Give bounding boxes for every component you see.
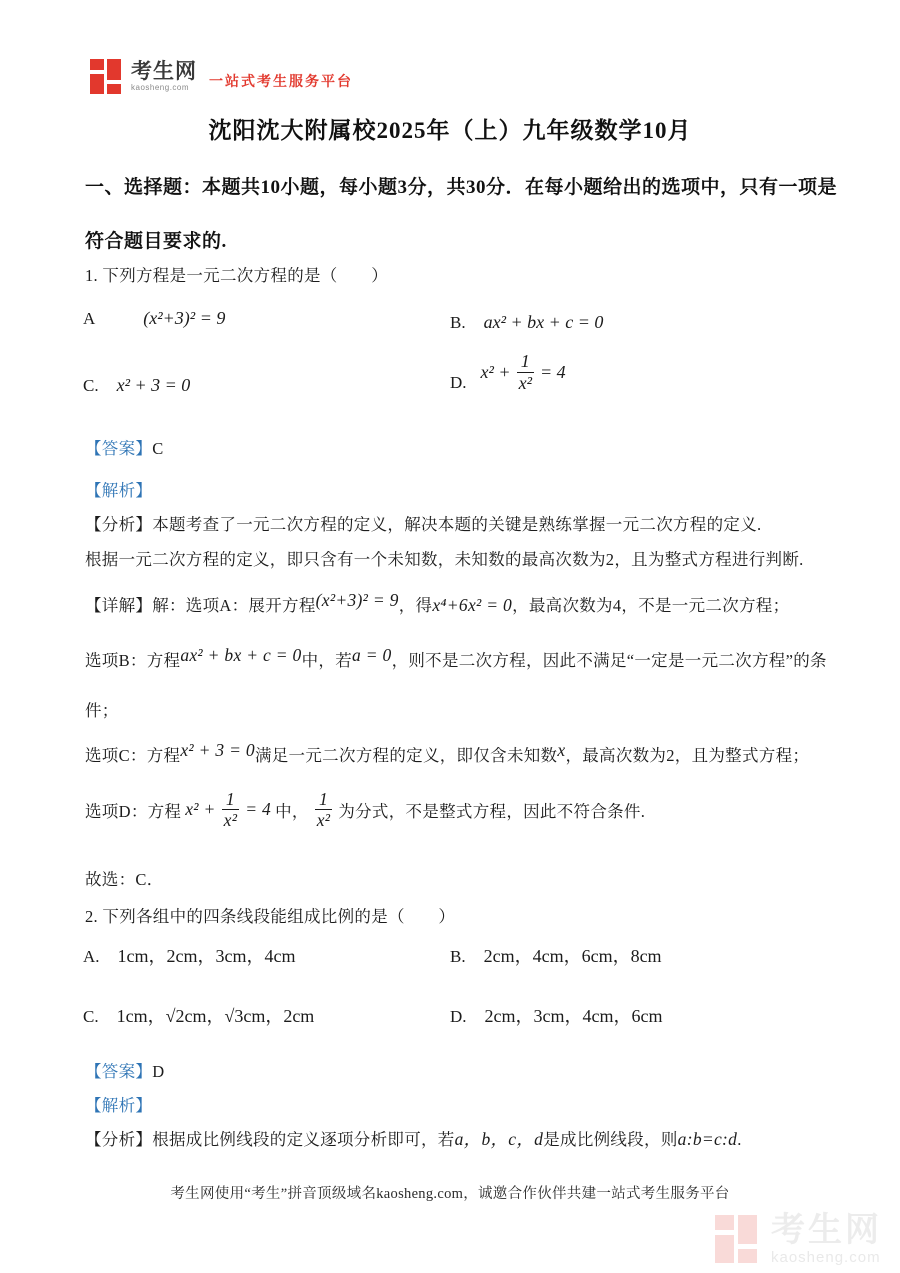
watermark-domain: kaosheng.com [771, 1249, 881, 1266]
q1-answer-value: C [152, 439, 164, 458]
header-logo [90, 58, 353, 94]
q1-option-b-formula: ax² + bx + c = 0 [483, 312, 604, 332]
q1-option-d-label: D. [450, 372, 467, 392]
fraction-denominator: x² [223, 810, 238, 831]
q1-option-d-formula-pre: x² + [480, 361, 511, 382]
q1-conclusion: 故选：C． [85, 870, 164, 889]
section-heading-line2: 符合题目要求的. [85, 231, 227, 252]
q2-option-c [83, 1002, 314, 1028]
q1-detail-a-formula2: x⁴+6x² = 0 [432, 595, 513, 615]
q1-detail-a-post: ，最高次数为4，不是一元二次方程； [512, 596, 790, 615]
q1-detail-d-f1-pre: x² + [185, 799, 216, 820]
q1-detail-a [85, 590, 789, 616]
q2-analysis-mid: 是成比例线段，则 [543, 1130, 678, 1149]
q2-option-b [450, 942, 662, 968]
q2-answer-line [85, 1058, 164, 1082]
q2-analysis-pre: 【分析】根据成比例线段的定义逐项分析即可，若 [85, 1130, 455, 1149]
q1-option-c [83, 375, 190, 396]
logo-block [715, 1215, 734, 1230]
q1-detail-a-mid: ，得 [398, 596, 433, 615]
fraction-denominator: x² [316, 810, 331, 831]
q1-option-c-formula: x² + 3 = 0 [116, 375, 191, 395]
q1-detail-d-formula1 [185, 790, 271, 830]
q1-explain-line [85, 477, 152, 501]
q2-analysis-post: . [737, 1130, 742, 1149]
section-heading-line1: 一、选择题：本题共10小题，每小题3分，共30分．在每小题给出的选项中，只有一项是 [85, 177, 838, 198]
q1-detail-d-post: 为分式，不是整式方程，因此不符合条件. [338, 801, 646, 821]
logo-text [131, 61, 197, 92]
q1-detail-b-formula2: a = 0 [352, 645, 392, 665]
q1-analysis-line2: 根据一元二次方程的定义，即只含有一个未知数，未知数的最高次数为2，且为整式方程进行判断. [85, 550, 804, 569]
q1-detail-d [85, 790, 645, 830]
brand-domain: kaosheng.com [131, 82, 190, 92]
q1-detail-c-var: x [557, 740, 566, 760]
q1-option-b-label: B. [450, 313, 466, 332]
q1-detail-c-mid: 满足一元二次方程的定义，即仅含未知数 [254, 746, 558, 765]
q1-detail-b-post: ，则不是二次方程，因此不满足“一定是一元二次方程”的条 [391, 651, 827, 670]
watermark-text [771, 1213, 882, 1265]
document-title: 沈阳沈大附属校2025年（上）九年级数学10月 [208, 118, 692, 143]
fraction-denominator: x² [518, 372, 532, 393]
answer-tag: 【答案】 [85, 439, 153, 458]
q2-analysis-vars: a，b，c，d [454, 1129, 544, 1149]
logo-block [107, 59, 121, 80]
q1-option-d [450, 352, 566, 393]
q1-analysis-line1: 【分析】本题考查了一元二次方程的定义，解决本题的关键是熟练掌握一元二次方程的定义. [85, 515, 762, 534]
q1-detail-c-formula1: x² + 3 = 0 [180, 740, 255, 760]
logo-block [715, 1235, 734, 1263]
q2-option-b-label: B. [450, 947, 466, 966]
answer-tag: 【答案】 [85, 1062, 153, 1081]
logo-block [90, 59, 104, 70]
q1-detail-b-pre: 选项B：方程 [85, 651, 181, 670]
explain-tag: 【解析】 [85, 481, 153, 500]
watermark-brand: 考生网 [771, 1211, 882, 1249]
q1-detail-b-mid: 中，若 [301, 651, 352, 670]
q2-option-a [83, 942, 296, 968]
q1-stem: 1. 下列方程是一元二次方程的是（ ） [85, 266, 388, 285]
fraction-numerator: 1 [315, 790, 332, 810]
q2-option-c-value: 1cm，√2cm，√3cm，2cm [116, 1006, 315, 1026]
q2-answer-value: D [152, 1062, 165, 1081]
brand-tagline: 一站式考生服务平台 [209, 73, 353, 89]
logo-block [738, 1215, 757, 1244]
explain-tag: 【解析】 [85, 1096, 153, 1115]
q2-option-a-label: A. [83, 947, 100, 966]
brand-name: 考生网 [131, 59, 197, 83]
q1-detail-c [85, 740, 809, 766]
watermark [715, 1213, 882, 1265]
q2-option-d-label: D. [450, 1007, 467, 1026]
q1-option-d-formula [481, 352, 566, 393]
q1-option-b [450, 312, 603, 333]
kaosheng-logo-icon [90, 58, 124, 94]
fraction [220, 790, 242, 830]
q2-analysis-formula: a:b=c:d [677, 1129, 738, 1149]
q1-detail-c-post: ，最高次数为2，且为整式方程； [565, 746, 810, 765]
q1-option-a-formula: (x²+3)² = 9 [143, 308, 226, 328]
kaosheng-logo-icon-watermark [715, 1213, 761, 1265]
q2-option-d [450, 1002, 663, 1028]
q1-detail-c-pre: 选项C：方程 [85, 746, 181, 765]
fraction-numerator: 1 [222, 790, 239, 810]
logo-block [90, 74, 104, 94]
q1-detail-a-formula1: (x²+3)² = 9 [315, 590, 399, 610]
q1-option-d-formula-post: = 4 [539, 361, 566, 382]
q2-explain-line [85, 1092, 152, 1116]
q2-option-c-label: C. [83, 1007, 99, 1026]
q1-detail-b [85, 645, 827, 671]
fraction [515, 352, 536, 393]
q1-detail-d-mid: 中， [275, 801, 309, 821]
logo-block [107, 84, 121, 94]
q1-detail-a-pre: 【详解】解：选项A：展开方程 [85, 596, 316, 615]
q1-option-a [83, 308, 225, 329]
q1-detail-d-formula2 [313, 790, 335, 830]
q1-option-c-label: C. [83, 376, 99, 395]
q1-detail-d-pre: 选项D：方程 [85, 801, 182, 821]
fraction-numerator: 1 [517, 352, 534, 373]
q1-option-a-label: A [83, 309, 96, 328]
q1-answer-line [85, 435, 164, 459]
q2-option-b-value: 2cm，4cm，6cm，8cm [483, 946, 662, 966]
q1-detail-b-cont: 件； [85, 701, 119, 720]
q1-detail-d-f1-post: = 4 [245, 799, 272, 820]
q2-analysis-line [85, 1126, 742, 1151]
q1-detail-b-formula1: ax² + bx + c = 0 [180, 645, 302, 665]
logo-block [738, 1249, 757, 1263]
q2-option-a-value: 1cm，2cm，3cm，4cm [117, 946, 296, 966]
q2-option-d-value: 2cm，3cm，4cm，6cm [484, 1006, 663, 1026]
footer-text: 考生网使用“考生”拼音顶级域名kaosheng.com，诚邀合作伙伴共建一站式考生服务平台 [170, 1186, 730, 1202]
q2-stem: 2. 下列各组中的四条线段能组成比例的是（ ） [85, 907, 456, 926]
